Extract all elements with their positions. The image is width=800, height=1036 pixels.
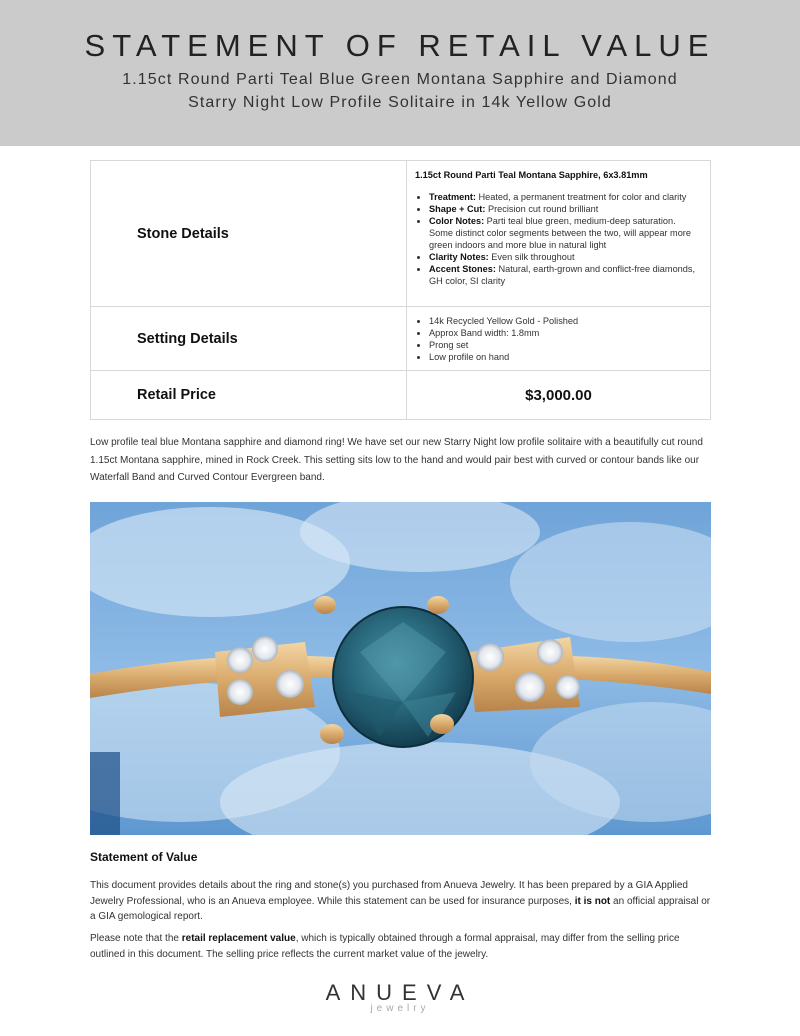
ring-photo <box>90 502 711 835</box>
anueva-logo <box>0 980 800 1014</box>
statement-text: an official appraisal or a GIA gemological report. <box>90 895 711 922</box>
item-key: Accent Stones: <box>429 264 496 274</box>
item-key: Treatment: <box>429 192 476 202</box>
list-item <box>429 251 700 263</box>
setting-details-row <box>91 307 711 371</box>
stone-details-row <box>91 161 711 307</box>
item-key: Color Notes: <box>429 216 485 226</box>
retail-price-value: $3,000.00 <box>407 371 711 420</box>
retail-price-row <box>91 371 711 420</box>
details-table <box>90 160 711 420</box>
item-text: Parti teal blue green, medium-deep saturation. Some distinct color segments between the two, will appear more green indoors and more blue in natural light <box>429 216 691 250</box>
list-item <box>429 263 700 287</box>
list-item <box>429 203 700 215</box>
page-title: STATEMENT OF RETAIL VALUE <box>84 28 716 63</box>
item-key: Clarity Notes: <box>429 252 489 262</box>
stone-details-label: Stone Details <box>91 161 407 307</box>
logo-main: ANUEVA <box>325 980 475 1005</box>
statement-paragraph-1 <box>90 878 715 925</box>
list-item <box>429 191 700 203</box>
header-banner <box>0 0 800 146</box>
statement-text: Please note that the <box>90 933 182 944</box>
statement-emphasis: it is not <box>574 895 611 907</box>
statement-text: , which is typically obtained through a formal appraisal, may differ from the selling price outlined in this document. The selling price reflects the current market value of the jewelry. <box>90 933 680 960</box>
list-item <box>429 215 700 251</box>
item-text: Heated, a permanent treatment for color and clarity <box>475 192 687 202</box>
statement-title: Statement of Value <box>90 850 198 864</box>
subtitle-line1: 1.15ct Round Parti Teal Blue Green Montana Sapphire and Diamond <box>122 71 678 88</box>
subtitle-line2: Starry Night Low Profile Solitaire in 14k Yellow Gold <box>188 94 612 111</box>
statement-paragraph-2 <box>90 931 715 962</box>
setting-details-list <box>415 315 700 363</box>
list-item: • 14k Recycled Yellow Gold - Polished <box>429 315 700 327</box>
retail-price-label: Retail Price <box>91 371 407 420</box>
list-item: • Approx Band width: 1.8mm <box>429 327 700 339</box>
setting-details-value <box>407 307 711 371</box>
item-text: Even silk throughout <box>488 252 575 262</box>
statement-emphasis: retail replacement value <box>181 933 296 944</box>
stone-details-list <box>415 191 700 287</box>
item-text: Precision cut round brilliant <box>485 204 599 214</box>
list-item: • Low profile on hand <box>429 351 700 363</box>
statement-text: This document provides details about the ring and stone(s) you purchased from Anueva Jewelry. It has been prepared by a GIA Applied Jewelry Professional, who is an Anueva employee. While this statement can be used for insurance purposes, <box>90 880 688 907</box>
logo-small: jewelry <box>370 1003 430 1014</box>
intro-paragraph: Low profile teal blue Montana sapphire and diamond ring! We have set our new Starry Night low profile solitaire with a beautifully cut round 1.15ct Montana sapphire, mined in Rock Creek. This setting sits low to the hand and would pair best with curved or contour bands like our Waterfall Band and Curved Contour Evergreen band. <box>90 437 703 483</box>
list-item: • Prong set <box>429 339 700 351</box>
setting-details-label: Setting Details <box>91 307 407 371</box>
item-text: Natural, earth-grown and conflict-free diamonds, GH color, SI clarity <box>429 264 696 286</box>
stone-details-value <box>407 161 711 307</box>
stone-heading: 1.15ct Round Parti Teal Montana Sapphire, 6x3.81mm <box>415 170 648 180</box>
item-key: Shape + Cut: <box>429 204 486 214</box>
